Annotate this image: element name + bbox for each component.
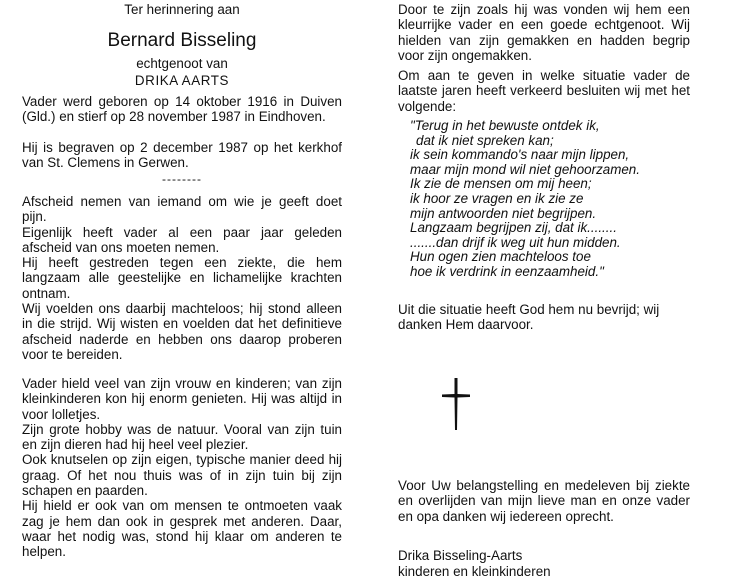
spouse-name: DRIKA AARTS (134, 73, 230, 88)
life-line: Hij hield er ook van om mensen te ontmoeten vaak zag je hem dan ook in gesprek met anderen. Daar, waar het nodig was, stond hij klaar om anderen te helpen. (22, 498, 342, 560)
signature: Drika Bisseling-Aarts (398, 548, 523, 563)
spouse-label: echtgenoot van (136, 56, 228, 71)
farewell-line: Wij voelden ons daarbij machteloos; hij stond alleen in die strijd. Wij wisten en voelden dat het definitieve afscheid naderde en hebben ons daarop proberen voor te bereiden. (22, 301, 342, 362)
signature-family: kinderen en kleinkinderen (398, 564, 551, 579)
birth-text: Vader werd geboren op 14 oktober 1916 in Duiven (Gld.) en stierf op 28 november 1987 in Eindhoven. (22, 94, 342, 125)
separator: -------- (162, 172, 202, 186)
cross-icon (436, 378, 476, 430)
life-paragraph (22, 376, 342, 560)
life-line: Vader hield veel van zijn vrouw en kinderen; van zijn kleinkinderen kon hij enorm genieten. Hij was altijd in voor lolletjes. (22, 376, 342, 422)
intro-paragraph: Om aan te geven in welke situatie vader de laatste jaren heeft verkeerd besluiten wij met het volgende: (398, 68, 690, 114)
poem-line: hoe ik verdrink in eenzaamheid." (410, 263, 604, 279)
poem (410, 119, 690, 280)
poem-line: ik hoor ze vragen en ik zie ze (410, 190, 584, 206)
poem-line: .......dan drijf ik weg uit hun midden. (410, 234, 621, 250)
farewell-paragraph (22, 194, 342, 362)
farewell-line: Hij heeft gestreden tegen een ziekte, die hem langzaam alle geestelijke en lichamelijke krachten ontnam. (22, 255, 342, 301)
character-paragraph: Door te zijn zoals hij was vonden wij hem een kleurrijke vader en een goede echtgenoot. Wij hielden van zijn gemakken en hadden begrip voor zijn ongemakken. (398, 2, 690, 63)
farewell-line: Eigenlijk heeft vader al een paar jaar geleden afscheid van ons moeten nemen. (22, 224, 342, 255)
poem-line: Ik zie de mensen om mij heen; (410, 176, 592, 192)
burial-text: Hij is begraven op 2 december 1987 op het kerkhof van St. Clemens in Gerwen. (22, 140, 342, 171)
poem-line: "Terug in het bewuste ontdek ik, (410, 118, 600, 133)
thanks-paragraph: Voor Uw belangstelling en medeleven bij ziekte en overlijden van mijn lieve man en onze vader en opa danken wij iedereen oprecht. (398, 478, 690, 524)
poem-line: Langzaam begrijpen zij, dat ik........ (410, 220, 617, 236)
poem-line: mijn antwoorden niet begrijpen. (410, 205, 597, 221)
in-memory-heading: Ter herinnering aan (124, 2, 240, 17)
life-line: Ook knutselen op zijn eigen, typische manier deed hij graag. Of het nou thuis was of in zijn tuin bij zijn schapen en paarden. (22, 452, 342, 499)
poem-line: Hun ogen zien machteloos toe (410, 249, 591, 265)
farewell-line: Afscheid nemen van iemand om wie je geeft doet pijn. (22, 194, 342, 225)
poem-line: dat ik niet spreken kan; (416, 132, 554, 148)
poem-line: ik sein kommando's naar mijn lippen, (410, 147, 630, 163)
liberation-paragraph: Uit die situatie heeft God hem nu bevrijd; wij danken Hem daarvoor. (398, 302, 660, 333)
life-line: Zijn grote hobby was de natuur. Vooral van zijn tuin en zijn dieren had hij heel veel plezier. (22, 421, 342, 453)
poem-line: maar mijn mond wil niet gehoorzamen. (410, 161, 640, 177)
deceased-name: Bernard Bisseling (107, 30, 257, 51)
